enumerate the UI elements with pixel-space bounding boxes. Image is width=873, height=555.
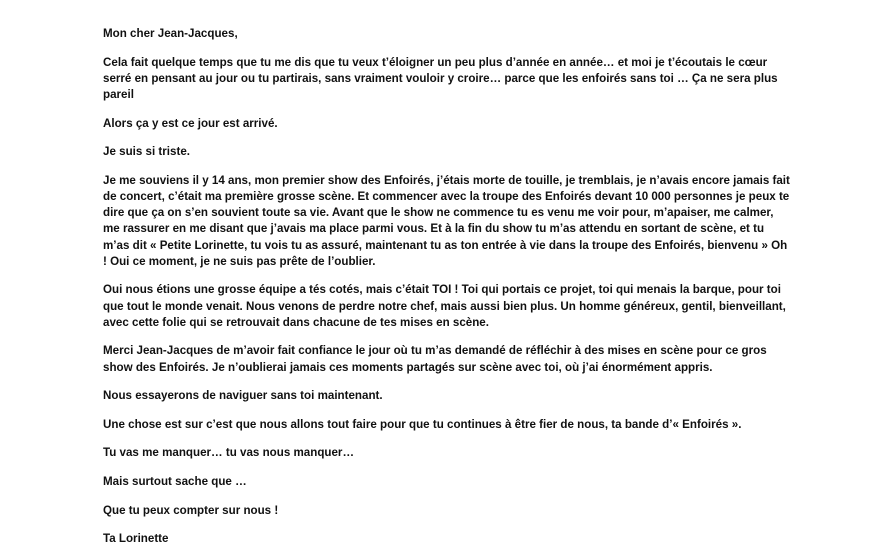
letter-paragraph-1: Cela fait quelque temps que tu me dis que tu veux t’éloigner un peu plus d’année en année… et moi je t’écoutais le cœur serré en pensant au jour ou tu partirais, sans vraiment vouloir y croire… parce que les enfoirés sans toi … Ça ne sera plus pareil bbox=[103, 55, 778, 101]
letter-paragraph-6: Merci Jean-Jacques de m’avoir fait confiance le jour où tu m’as demandé de réfléchir à des mises en scène pour ce gros show des Enfoirés. Je n’oublierai jamais ces moments partagés sur scène avec toi, où j’ai énormément appris. bbox=[103, 344, 767, 374]
letter-paragraph-5: Oui nous étions une grosse équipe a tés cotés, mais c’était TOI ! Toi qui portais ce projet, toi qui menais la barque, pour toi que tout le monde venait. Nous venons de perdre notre chef, mais aussi bien plus. Un homme généreux, gentil, bienveillant, avec cette folie qui se retrouvait dans chacune de tes mises en scène. bbox=[103, 283, 786, 329]
letter-signature: Ta Lorinette bbox=[103, 532, 169, 546]
letter-paragraph-2: Alors ça y est ce jour est arrivé. bbox=[103, 116, 278, 130]
letter-paragraph-7: Nous essayerons de naviguer sans toi maintenant. bbox=[103, 389, 383, 403]
letter-paragraph-9: Tu vas me manquer… tu vas nous manquer… bbox=[103, 446, 355, 460]
letter-salutation: Mon cher Jean-Jacques, bbox=[103, 27, 238, 40]
letter-paragraph-3: Je suis si triste. bbox=[103, 145, 190, 159]
letter-paragraph-11: Que tu peux compter sur nous ! bbox=[103, 503, 279, 517]
letter-body bbox=[103, 26, 793, 547]
letter-paragraph-10: Mais surtout sache que … bbox=[103, 474, 247, 488]
letter-paragraph-4: Je me souviens il y 14 ans, mon premier show des Enfoirés, j’étais morte de touille, je tremblais, je n’avais encore jamais fait de concert, c’était ma première grosse scène. Et commencer avec la troupe des Enfoirés devant 10 000 personnes je peux te dire que ça on s’en souvient toute sa vie. Avant que le show ne commence tu es venu me voir pour, m’apaiser, me calmer, me rassurer en me disant que j’avais ma place parmi vous. Et à la fin du show tu m’as attendu en sortant de scène, et tu m’as dit « Petite Lorinette, tu vois tu as assuré, maintenant tu as ton entrée à vie dans la troupe des Enfoirés, bienvenu » Oh ! Oui ce moment, je ne suis pas prête de l’oublier. bbox=[103, 173, 790, 268]
letter-paragraph-8: Une chose est sur c’est que nous allons tout faire pour que tu continues à être fier de nous, ta bande d’« Enfoirés ». bbox=[103, 417, 742, 431]
